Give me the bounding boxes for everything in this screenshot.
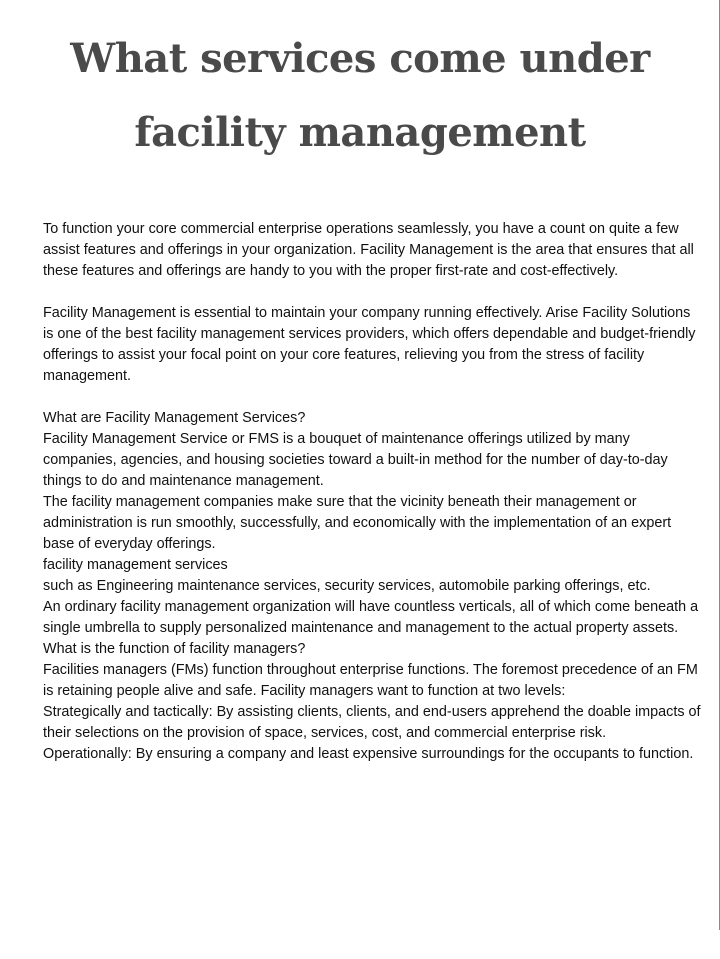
fms-definition: Facility Management Service or FMS is a bouquet of maintenance offerings utilized by many companies, agencies, and housing societies toward a built-in method for the number of day-to-day things to do and maintenance management.: [43, 431, 668, 489]
company-paragraph: Facility Management is essential to maintain your company running effectively. Arise Facility Solutions is one of the best facility management services providers, which offers dependable and budget-friendly offerings to assist your focal point on your core features, relieving you from the stress of facility management.: [43, 305, 696, 384]
fms-organization: An ordinary facility management organization will have countless verticals, all of which come beneath a single umbrella to supply personalized maintenance and management to the actual property assets.: [43, 599, 699, 636]
fms-services-examples: such as Engineering maintenance services, security services, automobile parking offerings, etc.: [43, 578, 651, 594]
title-line-2: facility management: [134, 109, 586, 156]
fms-companies: The facility management companies make sure that the vicinity beneath their management or administration is run smoothly, successfully, and economically with the implementation of an expert base of everyday offerings.: [43, 494, 672, 552]
section-heading-managers: What is the function of facility managers?: [43, 641, 306, 657]
managers-overview: Facilities managers (FMs) function throughout enterprise functions. The foremost precedence of an FM is retaining people alive and safe. Facility managers want to function at two levels:: [43, 662, 698, 699]
managers-operational: Operationally: By ensuring a company and least expensive surroundings for the occupants to function.: [43, 746, 694, 762]
paragraph-spacer: [43, 282, 703, 303]
managers-strategic: Strategically and tactically: By assisting clients, clients, and end-users apprehend the doable impacts of their selections on the provision of space, services, cost, and commercial enterprise risk.: [43, 704, 701, 741]
section-heading-fms: What are Facility Management Services?: [43, 410, 306, 426]
article-body: [43, 219, 703, 765]
title-line-1: What services come under: [70, 35, 650, 82]
page-title: [40, 22, 680, 170]
fms-services-label: facility management services: [43, 557, 228, 573]
paragraph-spacer: [43, 387, 703, 408]
intro-paragraph: To function your core commercial enterprise operations seamlessly, you have a count on quite a few assist features and offerings in your organization. Facility Management is the area that ensures that all these features and offerings are handy to you with the proper first-rate and cost-effectively.: [43, 221, 694, 279]
